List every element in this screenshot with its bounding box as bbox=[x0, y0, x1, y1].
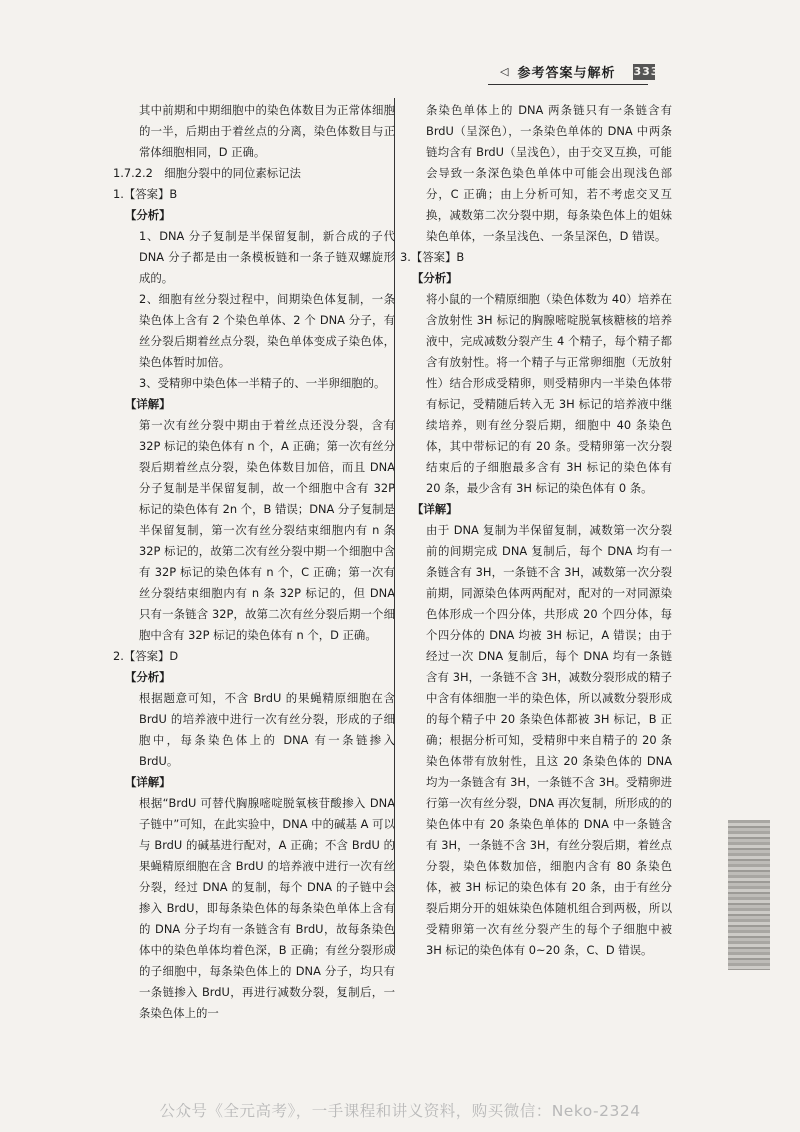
scan-edge-artifact bbox=[728, 820, 770, 970]
paragraph: 2、细胞有丝分裂过程中，间期染色体复制，一条染色体上含有 2 个染色单体、2 个 DNA 分子，有丝分裂后期着丝点分裂，染色单体变成子染色体，染色体暂时加倍。 bbox=[139, 292, 395, 369]
watermark-footer: 公众号《全元高考》，一手课程和讲义资料，购买微信：Neko-2324 bbox=[159, 1102, 641, 1120]
paragraph: 条染色单体上的 DNA 两条链只有一条链含有 BrdU（呈深色），一条染色单体的 DNA 中两条链均含有 BrdU（呈浅色），由于交叉互换，可能会导致一条深色染色单体中可能会出现浅色部分，C 正确；由上分析可知，若不考虑交叉互换，减数第二次分裂中期，每条染色体上的姐妹染色单体，一条呈浅色、一条呈深色，D 错误。 bbox=[426, 103, 672, 243]
paragraph: 3、受精卵中染色体一半精子的、一半卵细胞的。 bbox=[139, 376, 386, 390]
paragraph: 【详解】 bbox=[412, 502, 458, 516]
paragraph: 1.【答案】B bbox=[113, 187, 178, 201]
right-column bbox=[400, 100, 672, 961]
section-marker: ◁ bbox=[500, 65, 510, 78]
column-divider bbox=[394, 98, 395, 953]
paragraph: 【分析】 bbox=[412, 271, 458, 285]
paragraph: 3.【答案】B bbox=[400, 250, 465, 264]
paragraph: 将小鼠的一个精原细胞（染色体数为 40）培养在含放射性 3H 标记的胸腺嘧啶脱氧核糖核的培养液中，完成减数分裂产生 4 个精子，每个精子都含有放射性。将一个精子与正常卵细胞（无放射性）结合形成受精卵，则受精卵内一半染色体带有标记，受精随后转入无 3H 标记的培养液中继续培养，则有丝分裂后期，细胞中 40 条染色体，其中带标记的有 20 条。受精卵第一次分裂结束后的子细胞最多含有 3H 标记的染色体有 20 条，最少含有 3H 标记的染色体有 0 条。 bbox=[426, 292, 672, 495]
paragraph: 1.7.2.2 细胞分裂中的同位素标记法 bbox=[113, 166, 301, 180]
page-header bbox=[500, 62, 660, 81]
paragraph: 第一次有丝分裂中期由于着丝点还没分裂，含有 32P 标记的染色体有 n 个，A 正确；第一次有丝分裂后期着丝点分裂，染色体数目加倍，而且 DNA 分子复制是半保留复制，故一个细胞中含有 32P 标记的染色体有 2n 个，B 错误；DNA 分子复制是半保留复制，第一次有丝分裂结束细胞内有 n 条 32P 标记的，故第二次有丝分裂中期一个细胞中含有 32P 标记的染色体有 n 个，C 正确；第一次有丝分裂结束细胞内有 n 条 32P 标记的，但 DNA 只有一条链含 32P，故第二次有丝分裂后期一个细胞中含有 32P 标记的染色体有 n 个，D 正确。 bbox=[139, 418, 395, 642]
paragraph: 由于 DNA 复制为半保留复制，减数第一次分裂前的间期完成 DNA 复制后，每个 DNA 均有一条链含有 3H，一条链不含 3H，减数第一次分裂前期，同源染色体两两配对，配对的一对同源染色体形成一个四分体，共形成 20 个四分体，每个四分体的 DNA 均被 3H 标记，A 错误；由于经过一次 DNA 复制后，每个 DNA 均有一条链含有 3H，一条链不含 3H，减数分裂形成的精子中含有体细胞一半的染色体，所以减数分裂形成的每个精子中 20 条染色体都被 3H 标记，B 正确；根据分析可知，受精卵中来自精子的 20 条染色体带有放射性，且这 20 条染色体的 DNA 均为一条链含有 3H，一条链不含 3H。受精卵进行第一次有丝分裂，DNA 再次复制，所形成的的染色体中有 20 条染色单体的 DNA 中一条链含有 3H，一条链不含 3H，有丝分裂后期，着丝点分裂，染色体数加倍，细胞内含有 80 条染色体，被 3H 标记的染色体有 20 条，由于有丝分裂后期分开的姐妹染色体随机组合到两极，所以受精卵第一次有丝分裂产生的每个子细胞中被 3H 标记的染色体有 0~20 条，C、D 错误。 bbox=[426, 523, 672, 957]
paragraph: 【详解】 bbox=[125, 775, 171, 789]
left-column bbox=[113, 100, 395, 1024]
paragraph: 1、DNA 分子复制是半保留复制，新合成的子代 DNA 分子都是由一条模板链和一条子链双螺旋形成的。 bbox=[139, 229, 395, 285]
paragraph: 【分析】 bbox=[125, 208, 171, 222]
page-number: 333 bbox=[633, 64, 660, 78]
paragraph: 2.【答案】D bbox=[113, 649, 179, 663]
paragraph: 【分析】 bbox=[125, 670, 171, 684]
paragraph: 【详解】 bbox=[125, 397, 171, 411]
paragraph: 其中前期和中期细胞中的染色体数目为正常体细胞的一半，后期由于着丝点的分离，染色体数目与正常体细胞相同，D 正确。 bbox=[139, 103, 395, 159]
paragraph: 根据题意可知，不含 BrdU 的果蝇精原细胞在含 BrdU 的培养液中进行一次有丝分裂，形成的子细胞中，每条染色体上的 DNA 有一条链掺入 BrdU。 bbox=[139, 691, 395, 768]
header-title: 参考答案与解析 bbox=[517, 66, 616, 81]
paragraph: 根据“BrdU 可替代胸腺嘧啶脱氧核苷酸掺入 DNA 子链中”可知，在此实验中，DNA 中的碱基 A 可以与 BrdU 的碱基进行配对，A 正确；不含 BrdU 的果蝇精原细胞在含 BrdU 的培养液中进行一次有丝分裂，经过 DNA 的复制，每个 DNA 的子链中会掺入 BrdU，即每条染色体的每条染色单体上含有的 DNA 分子均有一条链含有 BrdU，故每条染色体中的染色单体均着色深，B 正确；有丝分裂形成的子细胞中，每条染色体上的 DNA 分子，均只有一条链掺入 BrdU，再进行减数分裂，复制后，一条染色体上的一 bbox=[139, 796, 395, 1020]
header-rule bbox=[488, 84, 648, 85]
